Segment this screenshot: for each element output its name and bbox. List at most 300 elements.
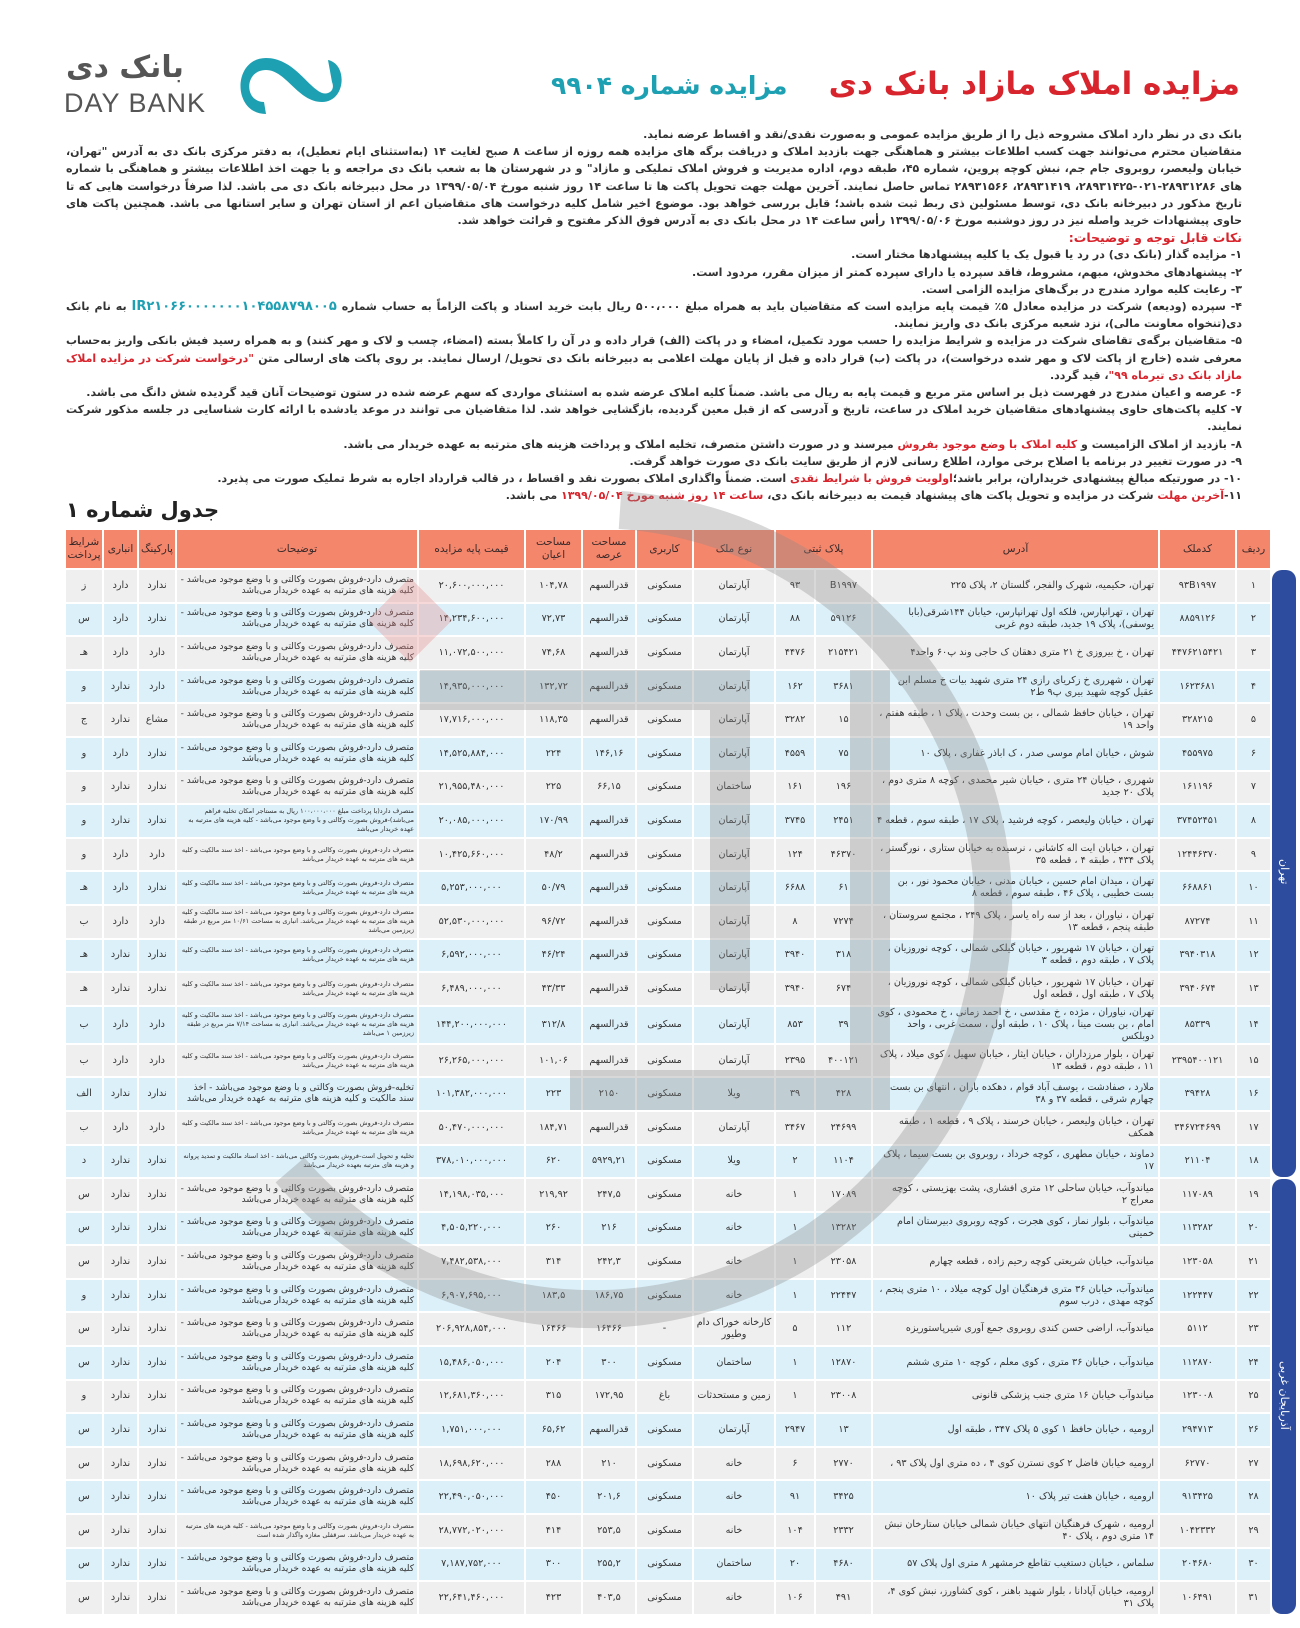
cell-description: متصرف دارد-فروش بصورت وکالتی و با وضع موجود می‌باشد - اخذ سند مالکیت و کلیه هزینه های مترتبه به عهده خریدار می‌باشد [177,1112,417,1144]
cell-building-area: ۱۶۴۶۶ [526,1313,581,1345]
cell-storage: ندارد [104,1213,137,1245]
cell-address: ارومیه ، خیابان حافظ ۱ کوی ۵ پلاک ۳۴۷ ، طبقه اول [873,1414,1158,1446]
cell-payment-terms: هـ [66,872,102,904]
cell-plate-main: ۳۶۸۱ [816,671,871,703]
cell-storage: ندارد [104,1246,137,1278]
cell-base-price: ۱۴,۹۳۵,۰۰۰,۰۰۰ [419,671,524,703]
cell-description: متصرف دارد-فروش بصورت وکالتی و با وضع موجود می‌باشد - کلیه هزینه های مترتبه به عهده خریدار می‌باشد [177,1448,417,1480]
header-row-number: ردیف [1237,530,1270,568]
cell-building-area: ۴۱۴ [526,1515,581,1547]
cell-building-area: ۱۱۸,۳۵ [526,704,581,736]
cell-description: متصرف دارد-فروش بصورت وکالتی و با وضع موجود می‌باشد - کلیه هزینه های مترتبه به عهده خریدار می‌باشد [177,1179,417,1211]
intro-p1: متقاضیان محترم می‌توانند جهت کسب اطلاعات بیشتر و هماهنگی جهت بازدید املاک و دریافت برگه های مزایده همه روزه از ساعت ۸ صبح لغایت ۱۴ (به‌استثنای ایام تعطیل)، به دفتر مرکزی بانک دی به آدرس "تهران، خیابان ولیعصر، روبروی جام جم، نبش کوچه پروین، شماره ۴۵، طبقه دوم، اداره مدیریت و فروش املاک تملیکی و مازاد" و در شهرستان ها به شعب بانک دی مراجعه و یا جهت اخذ اطلاعات بیشتر و هماهنگی با شماره های ۲۸۹۳۱۲۸۶-۰۲۱-۲۸۹۳۱۴۲۵، ۲۸۹۳۱۴۱۹، ۲۸۹۳۱۵۶۶ تماس حاصل نمایند. آخرین مهلت جهت تحویل پاکت ها تا ساعت ۱۴ روز شنبه مورخ ۱۳۹۹/۰۵/۰۴ در محل دبیرخانه بانک دی می باشد. لذا صرفاً درخواست هایی که تا تاریخ مذکور در دبیرخانه بانک دی، توسط مسئولین ذی ربط ثبت شده باشد؛ قابل بررسی خواهد بود. موضوع اخیر شامل کلیه درخواست های متقاضیان اعم از استان تهران و سایر استانها می باشد. همچنین پاکت های حاوی پیشنهادات خرید واصله نیز در روز دوشنبه مورخ ۱۳۹۹/۰۵/۰۶ رأس ساعت ۱۴ در محل بانک دی به آدرس فوق الذکر مفتوح و قرائت خواهد شد. [66,145,1242,228]
cell-address: میاندوآب، خیابان ۳۶ متری فرهنگیان اول کوچه میلاد ، ۱۰ متری پنجم ، کوچه مهدی ، درب سوم [873,1280,1158,1312]
cell-building-area: ۴۲۳ [526,1582,581,1614]
cell-land-area: ۱۸۶,۷۵ [583,1280,635,1312]
cell-description: متصرف دارد-فروش بصورت وکالتی و با وضع موجود می‌باشد - اخذ سند مالکیت و کلیه هزینه های مترتبه به عهده خریدار می‌باشد. انباری به مساحت ۱۰/۶۱ متر مربع در طبقه زیرزمین می‌باشد [177,906,417,938]
note-11-highlight: آخرین مهلت [1157,489,1224,503]
cell-property-code: ۱۲۳۰۵۸ [1160,1246,1235,1278]
cell-description: تخلیه و تحویل است-فروش بصورت وکالتی می‌باشد - اخذ اسناد مالکیت و تمدید پروانه و هزینه های مترتبه بعهده خریدار می‌باشد [177,1146,417,1178]
cell-usage: مسکونی [637,1414,692,1446]
cell-plate-main: ۶۷۴ [816,973,871,1005]
cell-storage: ندارد [104,1146,137,1178]
table-row [66,1313,1296,1345]
header-usage: کاربری [637,530,692,568]
cell-property-code: ۲۹۴۷۱۳ [1160,1414,1235,1446]
cell-storage: ندارد [104,1381,137,1413]
table-row [66,872,1296,904]
note-4-text: ۴- سپرده (ودیعه) شرکت در مزایده معادل ۵٪ قیمت پایه مزایده است که متقاضیان باید به همراه مبلغ ۵۰۰،۰۰۰ ریال بابت خرید اسناد و پاکت الزاماً به حساب شماره [341,300,1242,314]
cell-address: تهران ، خیابان حافظ شمالی ، بن بست وحدت ، پلاک ۱ ، طبقه هفتم ، واحد ۱۹ [873,704,1158,736]
cell-usage: مسکونی [637,1246,692,1278]
cell-land-area: ۲۵۵,۲ [583,1549,635,1581]
cell-payment-terms: س [66,1481,102,1513]
cell-property-type: آپارتمان [694,570,774,602]
cell-base-price: ۲۰,۶۰۰,۰۰۰,۰۰۰ [419,570,524,602]
cell-property-type: آپارتمان [694,604,774,636]
cell-description: متصرف دارد-فروش بصورت وکالتی و با وضع موجود می‌باشد - کلیه هزینه های مترتبه به عهده خریدار می‌باشد [177,1347,417,1379]
cell-address: تهران ، میدان امام حسین ، خیابان مدنی ، خیابان محمود نور ، بن بست خطیبی ، پلاک ۴۶ ، طبقه سوم ، قطعه ۸ [873,872,1158,904]
note-11 [66,487,1242,504]
cell-property-type: آپارتمان [694,738,774,770]
cell-plate-main: ۷۵ [816,738,871,770]
cell-row-number: ۸ [1237,805,1270,837]
cell-storage: دارد [104,637,137,669]
cell-storage: دارد [104,604,137,636]
cell-row-number: ۲۵ [1237,1381,1270,1413]
cell-row-number: ۱۶ [1237,1078,1270,1110]
title-main: مزایده املاک مازاد بانک دی [828,66,1240,102]
cell-plate-main: ۱۳۲۸۲ [816,1213,871,1245]
cell-building-area: ۲۶۰ [526,1213,581,1245]
cell-land-area: قدرالسهم [583,839,635,871]
cell-plate-sub: ۱۰۴ [776,1515,814,1547]
cell-plate-sub: ۳۹۴۰ [776,940,814,972]
cell-land-area: قدرالسهم [583,1045,635,1077]
cell-plate-sub: ۳۹۴۰ [776,973,814,1005]
cell-base-price: ۱۱,۰۷۲,۵۰۰,۰۰۰ [419,637,524,669]
table-row [66,671,1296,703]
cell-row-number: ۷ [1237,772,1270,804]
cell-row-number: ۳۱ [1237,1582,1270,1614]
cell-land-area: قدرالسهم [583,671,635,703]
cell-payment-terms: و [66,738,102,770]
cell-property-code: ۱۲۴۴۶۳۷۰ [1160,839,1235,871]
cell-address: تهران ، خیابان ۱۷ شهریور ، خیابان گیلکی شمالی ، کوچه نوروزیان ، پلاک ۷ ، طبقه اول ، قطعه اول [873,973,1158,1005]
cell-property-type: آپارتمان [694,637,774,669]
cell-address: شوش ، خیابان امام موسی صدر ، ک اباذر غفاری ، پلاک ۱۰ [873,738,1158,770]
table-row [66,1582,1296,1614]
cell-payment-terms: س [66,1347,102,1379]
cell-base-price: ۴,۵۰۵,۲۲۰,۰۰۰ [419,1213,524,1245]
cell-payment-terms: ب [66,906,102,938]
cell-base-price: ۲۱,۹۵۵,۴۸۰,۰۰۰ [419,772,524,804]
table-row [66,704,1296,736]
cell-land-area: ۵۹۲۹,۲۱ [583,1146,635,1178]
cell-address: شهرری ، خیابان ۲۴ متری ، خیابان شیر محمدی ، کوچه ۸ متری دوم ، پلاک ۲۰ جدید [873,772,1158,804]
cell-property-type: آپارتمان [694,839,774,871]
cell-row-number: ۲۱ [1237,1246,1270,1278]
cell-payment-terms: د [66,1146,102,1178]
table-row [66,805,1296,837]
cell-usage: مسکونی [637,973,692,1005]
cell-row-number: ۱۳ [1237,973,1270,1005]
cell-description: متصرف دارد(با پرداخت مبلغ ۱۰۰،۰۰۰،۰۰۰ ریال به مستاجر امکان تخلیه فراهم می‌باشد)-فروش بصورت وکالتی و با وضع موجود می‌باشد - کلیه هزینه های مترتبه به عهده خریدار می‌باشد [177,805,417,837]
cell-description: متصرف دارد-فروش بصورت وکالتی و با وضع موجود می‌باشد - اخذ سند مالکیت و کلیه هزینه های مترتبه به عهده خریدار می‌باشد [177,1045,417,1077]
cell-usage: مسکونی [637,1515,692,1547]
cell-storage: دارد [104,738,137,770]
cell-description: متصرف دارد-فروش بصورت وکالتی و با وضع موجود می‌باشد - کلیه هزینه های مترتبه به عهده خریدار می‌باشد [177,570,417,602]
cell-plate-sub: ۱۰۶ [776,1582,814,1614]
table-row [66,1112,1296,1144]
cell-row-number: ۱۲ [1237,940,1270,972]
table-row [66,570,1296,602]
cell-storage: ندارد [104,1582,137,1614]
cell-building-area: ۲۲۵ [526,772,581,804]
cell-base-price: ۶,۹۰۷,۶۹۵,۰۰۰ [419,1280,524,1312]
cell-parking: ندارد [139,1347,175,1379]
note-10-text-b: است. ضمناً واگذاری املاک بصورت نقد و اقساط ، در قالب قرارداد اجاره به شرط تملیک صورت می پذیرد. [217,472,787,486]
cell-row-number: ۱۵ [1237,1045,1270,1077]
cell-plate-main: ۱۹۶ [816,772,871,804]
cell-property-code: ۲۱۱۰۴ [1160,1146,1235,1178]
cell-base-price: ۱۵,۴۸۶,۰۵۰,۰۰۰ [419,1347,524,1379]
cell-usage: مسکونی [637,906,692,938]
cell-description: متصرف دارد-فروش بصورت وکالتی و با وضع موجود می‌باشد - کلیه هزینه های مترتبه به عهده خریدار می‌باشد [177,772,417,804]
cell-parking: ندارد [139,1146,175,1178]
cell-parking: ندارد [139,1414,175,1446]
cell-description: متصرف دارد-فروش بصورت وکالتی و با وضع موجود می‌باشد - اخذ سند مالکیت و کلیه هزینه های مترتبه به عهده خریدار می‌باشد [177,839,417,871]
table-row [66,1078,1296,1110]
cell-property-type: آپارتمان [694,1045,774,1077]
cell-plate-main: ۴۶۸۰ [816,1549,871,1581]
cell-property-type: آپارتمان [694,805,774,837]
cell-payment-terms: ب [66,1045,102,1077]
cell-plate-main: ۲۲۴۴۷ [816,1280,871,1312]
note-5-highlight: "درخواست شرکت در مزایده املاک مازاد بانک دی تیرماه ۹۹" [66,351,1242,382]
cell-building-area: ۹۶/۷۲ [526,906,581,938]
region-label [1272,1179,1296,1614]
cell-property-type: خانه [694,1448,774,1480]
cell-base-price: ۲۲,۶۴۱,۴۶۰,۰۰۰ [419,1582,524,1614]
cell-parking: ندارد [139,1381,175,1413]
note-11-text-c: می باشد. [505,489,558,503]
cell-address: میاندوآب، خیابان شریعتی کوچه رحیم زاده ، قطعه چهارم [873,1246,1158,1278]
cell-address: دماوند ، خیابان مطهری ، کوچه خرداد ، روبروی بن بست سیما ، پلاک ۱۷ [873,1146,1158,1178]
cell-address: ارومیه ، خیابان هفت تیر پلاک ۱۰ [873,1481,1158,1513]
cell-building-area: ۷۴,۶۸ [526,637,581,669]
cell-property-code: ۶۶۸۸۶۱ [1160,872,1235,904]
cell-property-code: ۹۱۳۴۲۵ [1160,1481,1235,1513]
cell-description: متصرف دارد-فروش بصورت وکالتی و با وضع موجود می‌باشد - اخذ سند مالکیت و کلیه هزینه های مترتبه به عهده خریدار می‌باشد [177,973,417,1005]
cell-building-area: ۱۸۳,۵ [526,1280,581,1312]
cell-property-type: ویلا [694,1146,774,1178]
cell-address: ارومیه ، شهرک فرهنگیان انتهای خیابان شمالی خیابان ستارخان نبش ۱۴ متری دوم ، پلاک ۴۰ [873,1515,1158,1547]
cell-property-code: ۱۲۲۴۴۷ [1160,1280,1235,1312]
cell-base-price: ۱۸,۶۹۸,۶۲۰,۰۰۰ [419,1448,524,1480]
note-1: ۱- مزایده گذار (بانک دی) در رد یا قبول یک یا کلیه پیشنهادها مختار است. [851,248,1242,262]
cell-address: میاندوآب خیابان ۱۶ متری جنب پزشکی قانونی [873,1381,1158,1413]
cell-building-area: ۵۰/۷۹ [526,872,581,904]
cell-base-price: ۳۷۸,۰۱۰,۰۰۰,۰۰۰ [419,1146,524,1178]
cell-plate-main: ۱۷۰۸۹ [816,1179,871,1211]
cell-usage: مسکونی [637,671,692,703]
cell-usage: مسکونی [637,1213,692,1245]
cell-usage: مسکونی [637,1280,692,1312]
cell-address: تهران، حکیمیه، شهرک والفجر، گلستان ۲، پلاک ۲۲۵ [873,570,1158,602]
cell-parking: دارد [139,1045,175,1077]
cell-property-code: ۴۵۵۹۷۵ [1160,738,1235,770]
cell-address: ارومیه، خیابان آپادانا ، بلوار شهید باهنر ، کوی کشاورز، نبش کوی ۴، پلاک ۳۱ [873,1582,1158,1614]
cell-payment-terms: س [66,1582,102,1614]
cell-building-area: ۲۸۸ [526,1448,581,1480]
cell-row-number: ۲۴ [1237,1347,1270,1379]
cell-base-price: ۵,۲۵۳,۰۰۰,۰۰۰ [419,872,524,904]
cell-usage: مسکونی [637,704,692,736]
cell-property-type: خانه [694,1515,774,1547]
cell-plate-sub: ۱۶۱ [776,772,814,804]
table-row [66,1280,1296,1312]
cell-address: میاندوآب، اراضی حسن کندی روبروی جمع آوری شیرپاستوریزه [873,1313,1158,1345]
cell-description: متصرف دارد-فروش بصورت وکالتی و با وضع موجود می‌باشد - کلیه هزینه های مترتبه به عهده خریدار می‌باشد [177,604,417,636]
cell-base-price: ۷,۱۸۷,۷۵۲,۰۰۰ [419,1549,524,1581]
table-row [66,1179,1296,1211]
cell-address: میاندوآب ، خیابان ۳۶ متری ، کوی معلم ، کوچه ۱۰ متری ششم [873,1347,1158,1379]
note-11-deadline: ساعت ۱۴ روز شنبه مورخ ۱۳۹۹/۰۵/۰۴ [560,489,764,503]
cell-building-area: ۳۱۵ [526,1381,581,1413]
cell-payment-terms: س [66,1414,102,1446]
header-building-area: مساحت اعیان [526,530,581,568]
cell-payment-terms: س [66,1313,102,1345]
cell-address: تهران ، نیاوران ، بعد از سه راه یاسر ، پلاک ۲۴۹ ، مجتمع سروستان ، طبقه پنجم ، قطعه ۱۳ [873,906,1158,938]
cell-usage: مسکونی [637,570,692,602]
note-9: ۹- در صورت تغییر در برنامه یا اصلاح برخی موارد، اطلاع رسانی لازم از طریق سایت بانک دی صورت خواهد گرفت. [629,454,1242,468]
cell-land-area: قدرالسهم [583,973,635,1005]
cell-property-type: آپارتمان [694,1414,774,1446]
table-row [66,1381,1296,1413]
cell-address: میاندوآب ، بلوار نماز ، کوی هجرت ، کوچه روبروی دبیرستان امام خمینی [873,1213,1158,1245]
cell-payment-terms: س [66,1179,102,1211]
region-label [1272,570,1296,1177]
cell-parking: ندارد [139,1515,175,1547]
cell-parking: ندارد [139,1481,175,1513]
cell-description: متصرف دارد-فروش بصورت وکالتی و با وضع موجود می‌باشد - کلیه هزینه های مترتبه به عهده خریدار می‌باشد [177,1246,417,1278]
cell-land-area: قدرالسهم [583,872,635,904]
cell-plate-sub: ۱۶۲ [776,671,814,703]
cell-parking: ندارد [139,1582,175,1614]
cell-storage: ندارد [104,1481,137,1513]
header-address: آدرس [873,530,1158,568]
cell-building-area: ۱۷۰/۹۹ [526,805,581,837]
cell-payment-terms: س [66,604,102,636]
cell-row-number: ۲۰ [1237,1213,1270,1245]
cell-property-code: ۱۱۳۲۸۲ [1160,1213,1235,1245]
region-header [1272,530,1296,568]
table-row [66,1414,1296,1446]
cell-plate-main: ۱۵ [816,704,871,736]
cell-usage: - [637,1313,692,1345]
table-row [66,1515,1296,1547]
auction-number: مزایده شماره ۹۹۰۴ [550,71,788,100]
cell-address: تهران ، خیابان ولیعصر ، کوچه فرشید ، پلاک ۱۷ ، طبقه سوم ، قطعه ۴ [873,805,1158,837]
region-text: آذربایجان غربی [1278,1360,1291,1430]
cell-land-area: ۲۵۳,۵ [583,1515,635,1547]
cell-row-number: ۲۷ [1237,1448,1270,1480]
cell-building-area: ۳۰۰ [526,1549,581,1581]
cell-address: سلماس ، خیابان دستغیب تقاطع خرمشهر ۸ متری اول پلاک ۵۷ [873,1549,1158,1581]
table-row [66,1347,1296,1379]
cell-usage: مسکونی [637,604,692,636]
cell-plate-sub: ۹۳ [776,570,814,602]
cell-plate-main: ۱۲۸۷۰ [816,1347,871,1379]
cell-storage: ندارد [104,1414,137,1446]
notes-heading: نکات قابل توجه و توضیحات: [1068,230,1242,246]
cell-property-type: آپارتمان [694,940,774,972]
cell-plate-sub: ۵ [776,1313,814,1345]
cell-plate-main: ۵۹۱۲۶ [816,604,871,636]
cell-usage: مسکونی [637,1045,692,1077]
cell-land-area: ۱۷۲,۹۵ [583,1381,635,1413]
cell-storage: دارد [104,570,137,602]
cell-land-area: قدرالسهم [583,1414,635,1446]
cell-property-code: ۴۴۷۶۲۱۵۴۲۱ [1160,637,1235,669]
cell-land-area: قدرالسهم [583,1112,635,1144]
intro-p0: بانک دی در نظر دارد املاک مشروحه ذیل را از طریق مزایده عمومی و به‌صورت نقدی/نقد و اقساط عرضه نماید. [643,128,1242,141]
cell-plate-main: ۲۷۷۰ [816,1448,871,1480]
cell-plate-sub: ۱ [776,1347,814,1379]
cell-property-type: خانه [694,1280,774,1312]
cell-plate-sub: ۱ [776,1213,814,1245]
cell-property-code: ۱۰۴۲۳۳۲ [1160,1515,1235,1547]
cell-storage: ندارد [104,1515,137,1547]
cell-storage: ندارد [104,1313,137,1345]
note-5-text: ۵- متقاضیان برگه‌ی تقاضای شرکت در مزایده و شرایط مزایده را حسب مورد تکمیل، امضاء و در پاکت (الف) قرار داده و در آن را کاملاً بسته (امضاء، چسب و لاک و مهر کنند) و به همراه رسید فیش بانکی واریز به‌حساب معرفی شده (خارج از پاکت لاک و مهر شده درخواست)، در پاکت (ب) قرار داده و قبل از پایان مهلت اعلامی به دبیرخانه بانک دی تحویل/ ارسال نمایند. بر روی پاکت های ارسالی متن [66,334,1242,365]
note-5-text-b: ، قید گردد. [1049,368,1109,382]
cell-property-code: ۸۸۵۹۱۲۶ [1160,604,1235,636]
cell-land-area: قدرالسهم [583,570,635,602]
cell-building-area: ۱۰۱,۰۶ [526,1045,581,1077]
cell-payment-terms: س [66,1213,102,1245]
cell-base-price: ۱۷,۷۱۶,۰۰۰,۰۰۰ [419,704,524,736]
cell-payment-terms: ب [66,1007,102,1043]
properties-table-wrap [64,528,1291,1616]
cell-address: میاندوآب، خیابان ساحلی ۱۲ متری افشاری، پشت بهزیستی ، کوچه معراج ۲ [873,1179,1158,1211]
cell-row-number: ۳ [1237,637,1270,669]
cell-plate-sub: ۳۲۸۲ [776,704,814,736]
header-parking: پارکینگ [139,530,175,568]
cell-payment-terms: ز [66,570,102,602]
cell-land-area: ۲۱۶ [583,1213,635,1245]
cell-property-type: آپارتمان [694,704,774,736]
header-description: توضیحات [177,530,417,568]
note-11-text: شرکت در مزایده و تحویل پاکت های پیشنهاد قیمت به دبیرخانه بانک دی، [767,489,1154,503]
cell-storage: ندارد [104,1347,137,1379]
note-10-highlight: اولویت فروش با شرایط نقدی [790,472,953,486]
cell-land-area: قدرالسهم [583,940,635,972]
cell-parking: ندارد [139,1179,175,1211]
cell-property-type: زمین و مستحدثات [694,1381,774,1413]
cell-parking: ندارد [139,805,175,837]
table-row [66,1448,1296,1480]
cell-parking: ندارد [139,1549,175,1581]
cell-plate-sub: ۱ [776,1179,814,1211]
cell-property-code: ۱۰۶۴۹۱ [1160,1582,1235,1614]
cell-property-type: خانه [694,1582,774,1614]
cell-usage: مسکونی [637,1582,692,1614]
table-row [66,839,1296,871]
cell-parking: ندارد [139,872,175,904]
cell-plate-main: ۲۴۵۱ [816,805,871,837]
cell-storage: ندارد [104,940,137,972]
table-row [66,1246,1296,1278]
table-row [66,738,1296,770]
cell-payment-terms: و [66,772,102,804]
cell-building-area: ۲۱۹,۹۲ [526,1179,581,1211]
cell-plate-sub: ۲۰ [776,1549,814,1581]
cell-storage: ندارد [104,671,137,703]
cell-property-code: ۲۰۴۶۸۰ [1160,1549,1235,1581]
cell-payment-terms: س [66,1246,102,1278]
cell-base-price: ۱۲,۶۸۱,۳۶۰,۰۰۰ [419,1381,524,1413]
cell-land-area: ۳۰۰ [583,1347,635,1379]
cell-address: تهران ، بلوار مرزداران ، خیابان ایثار ، خیابان سهیل ، کوی میلاد ، پلاک ۱۱ ، طبقه دوم ، قطعه ۱۳ [873,1045,1158,1077]
cell-description: متصرف دارد-فروش بصورت وکالتی و با وضع موجود می‌باشد - کلیه هزینه های مترتبه به عهده خریدار می‌باشد [177,704,417,736]
cell-row-number: ۲۲ [1237,1280,1270,1312]
cell-building-area: ۱۳۲,۷۲ [526,671,581,703]
cell-storage: ندارد [104,1078,137,1110]
cell-parking: ندارد [139,1213,175,1245]
cell-parking: دارد [139,671,175,703]
cell-plate-main: ۱۱۰۴ [816,1146,871,1178]
properties-table [64,528,1298,1616]
cell-usage: مسکونی [637,1179,692,1211]
cell-address: تهران ، خیابان ولیعصر ، خیابان خرسند ، پلاک ۹ ، قطعه ۱ ، طبقه همکف [873,1112,1158,1144]
cell-property-code: ۳۹۴۰۳۱۸ [1160,940,1235,972]
table-header-row [66,530,1296,568]
cell-property-code: ۱۲۳۰۰۸ [1160,1381,1235,1413]
cell-usage: مسکونی [637,738,692,770]
cell-building-area: ۱۸۴,۷۱ [526,1112,581,1144]
cell-property-code: ۳۴۶۷۲۴۶۹۹ [1160,1112,1235,1144]
cell-plate-sub: ۱ [776,1280,814,1312]
cell-parking: دارد [139,1007,175,1043]
cell-address: ملارد ، صفادشت ، یوسف آباد قوام ، دهکده باران ، انتهای بن بست چهارم شرقی ، قطعه ۳۷ و ۳۸ [873,1078,1158,1110]
cell-land-area: قدرالسهم [583,604,635,636]
cell-plate-main: ۱۳ [816,1414,871,1446]
cell-property-code: ۳۹۴۰۶۷۴ [1160,973,1235,1005]
cell-description: متصرف دارد-فروش بصورت وکالتی و با وضع موجود می‌باشد - کلیه هزینه های مترتبه به عهده خریدار می‌باشد [177,671,417,703]
cell-parking: ندارد [139,1313,175,1345]
cell-property-code: ۸۷۲۷۴ [1160,906,1235,938]
announcement-text [66,126,1242,504]
cell-parking: دارد [139,906,175,938]
cell-land-area: قدرالسهم [583,1007,635,1043]
cell-plate-main: ۴۰۰۱۲۱ [816,1045,871,1077]
cell-storage: دارد [104,1045,137,1077]
cell-address: تهران ، خیابان ۱۷ شهریور ، خیابان گیلکی شمالی ، کوچه نوروزیان ، پلاک ۷ ، طبقه دوم ، قطعه ۳ [873,940,1158,972]
day-bank-logo [60,48,350,123]
table-row [66,1007,1296,1043]
cell-land-area: ۱۴۶,۱۶ [583,738,635,770]
iban: IR۲۱۰۶۶۰۰۰۰۰۰۰۱۰۴۵۵۸۷۹۸۰۰۵ [131,299,337,315]
cell-plate-main: B۱۹۹۷ [816,570,871,602]
cell-parking: ندارد [139,973,175,1005]
cell-plate-sub: ۱۲۴ [776,839,814,871]
cell-row-number: ۱۹ [1237,1179,1270,1211]
cell-row-number: ۵ [1237,704,1270,736]
cell-row-number: ۲۸ [1237,1481,1270,1513]
cell-parking: ندارد [139,738,175,770]
